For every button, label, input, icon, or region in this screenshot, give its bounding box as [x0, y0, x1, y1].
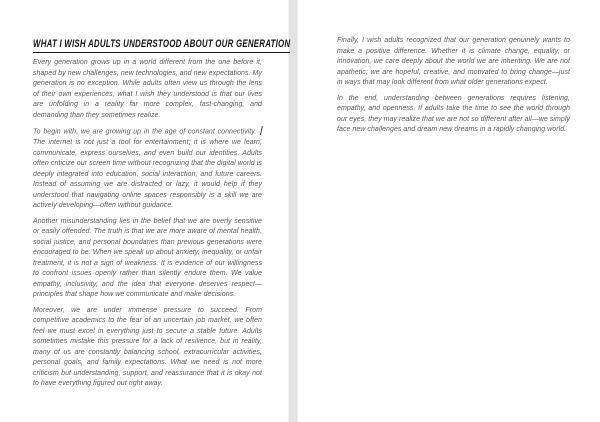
paragraph-2[interactable] [33, 126, 262, 212]
document-title-text: WHAT I WISH ADULTS UNDERSTOOD ABOUT OUR GENERATION [33, 38, 290, 53]
paragraph-3[interactable]: Another misunderstanding lies in the belief that we are overly sensitive or easily offended. The truth is that we are more aware of mental health, social justice, and personal boundaries than previous generations were encouraged to be. When we speak up about anxiety, inequality, or unfair treatment, it is not a sign of weakness. It is evidence of our willingness to confront issues openly rather than silently endure them. We value empathy, inclusivity, and the idea that everyone deserves respect—principles that shape how we communicate and make decisions. [33, 217, 262, 298]
paragraph-2-before-cursor: To begin with, we are growing up in the age of constant connectivity. [33, 128, 259, 136]
text-cursor [260, 126, 263, 135]
page-gap-divider [288, 0, 298, 422]
paragraph-4[interactable]: Moreover, we are under immense pressure to succeed. From competitive academics to the fear of an uncertain job market, we often feel we must excel in everything just to secure a stable future. Adults sometimes mistake this pressure for a lack of resilience, but in reality, many of us are constantly balancing school, extracurricular activities, personal goals, and family expectations. What we need is not more criticism but understanding, support, and reassurance that it is okay not to have everything figured out right away. [33, 306, 262, 387]
paragraph-6[interactable]: In the end, understanding between generations requires listening, empathy, and openness. If adults take the time to see the world through our eyes, they may realize that we are not so different after all—we simply face new challenges and dream new dreams in a rapidly changing world. [337, 94, 570, 133]
paragraph-1[interactable]: Every generation grows up in a world different from the one before it, shaped by new challenges, new technologies, and new expectations. My generation is no exception. While adults often view us through the lens of their own experiences, what I wish they understood is that our lives are unfolding in a reality far more complex, fast-changing, and demanding than they sometimes realize. [33, 59, 262, 119]
paragraph-5[interactable]: Finally, I wish adults recognized that our generation genuinely wants to make a positive difference. Whether it is climate change, equality, or innovation, we care deeply about the world we are inheriting. We are not apathetic; we are hopeful, creative, and motivated to bring change—just in ways that may look different from what older generations expect. [337, 37, 570, 86]
document-title[interactable] [33, 38, 291, 53]
paragraph-2-after-cursor: The internet is not just a tool for entertainment; it is where we learn, communicate, express ourselves, and even build our identities. Adults often criticize our screen time without recognizing that the digital world is deeply integrated into education, social interaction, and future careers. Instead of assuming we are distracted or lazy, it would help if they understood that navigating online spaces responsibly is a skill we are actively developing—often without guidance. [33, 139, 262, 209]
page-2[interactable] [298, 0, 600, 422]
page-1[interactable] [0, 0, 291, 422]
